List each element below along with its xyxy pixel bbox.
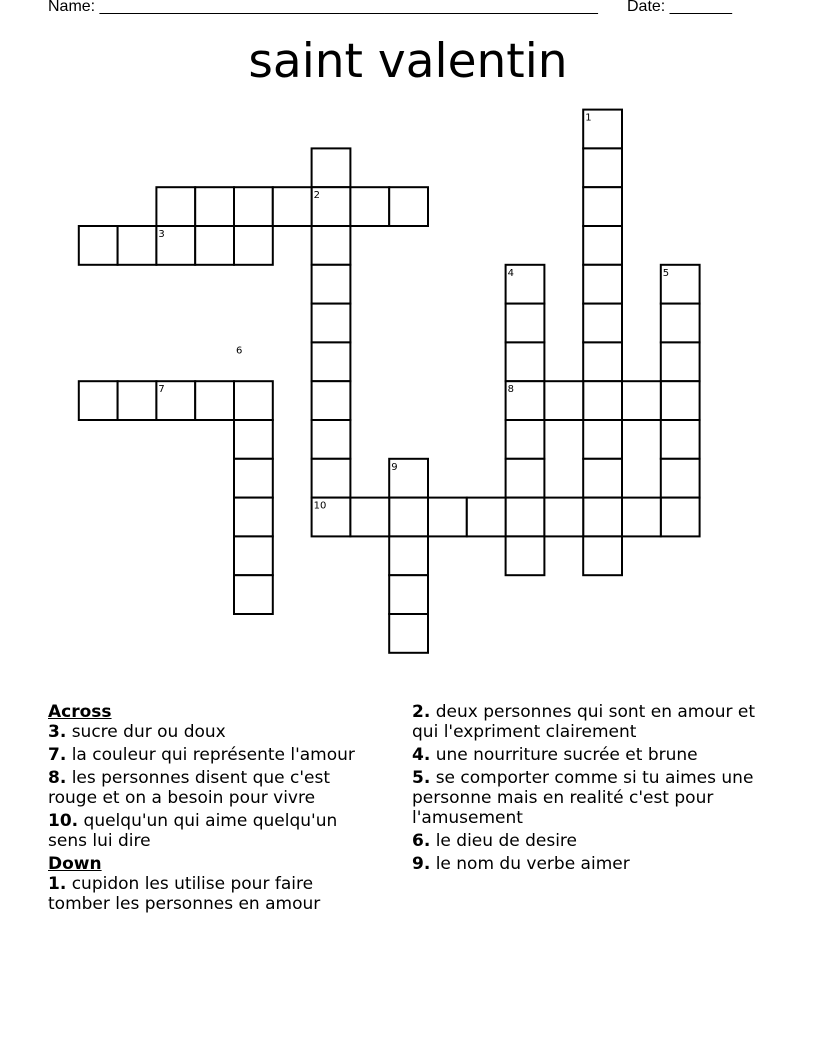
page-title: saint valentin [248,34,568,89]
grid-cell[interactable] [661,459,700,498]
grid-cell[interactable] [583,148,622,187]
grid-cell[interactable] [312,304,351,343]
grid-cell[interactable] [661,381,700,420]
grid-cell[interactable] [234,498,273,537]
grid-cell[interactable] [583,226,622,265]
grid-cell[interactable] [195,187,234,226]
grid-cell[interactable] [156,226,195,265]
grid-cell[interactable] [389,614,428,653]
clue-number: 7 [158,384,165,396]
grid-cell[interactable] [312,226,351,265]
grid-cell[interactable] [389,575,428,614]
grid-cell[interactable] [234,187,273,226]
grid-cell[interactable] [583,342,622,381]
grid-cell[interactable] [583,187,622,226]
grid-cell[interactable] [312,342,351,381]
grid-cell[interactable] [661,265,700,304]
grid-cell[interactable] [661,420,700,459]
name-field[interactable]: Name: ________________________________________________________ [48,0,598,15]
grid-cell[interactable] [661,498,700,537]
grid-cell[interactable] [195,226,234,265]
clues-right-column [412,702,782,877]
clue-number: 1 [585,112,592,124]
grid-cell[interactable] [583,381,622,420]
grid-cell[interactable] [506,498,545,537]
grid-cell[interactable] [583,265,622,304]
grid-cell[interactable] [350,187,389,226]
clues-left-column [48,702,378,917]
grid-cell[interactable] [506,381,545,420]
grid-cell[interactable] [350,498,389,537]
grid-cell[interactable] [312,187,351,226]
clue-number: 2 [313,190,320,202]
grid-cell[interactable] [156,187,195,226]
grid-cell[interactable] [661,342,700,381]
grid-cell[interactable] [583,459,622,498]
grid-cell[interactable] [467,498,506,537]
grid-cell[interactable] [234,536,273,575]
grid-cell[interactable] [428,498,467,537]
grid-cell[interactable] [544,381,583,420]
date-field[interactable]: Date: _______ [627,0,732,15]
grid-cell[interactable] [273,187,312,226]
grid-cell[interactable] [234,226,273,265]
clue-number: 5 [662,267,670,279]
clue-down-4: 4. une nourriture sucrée et brune [412,745,698,765]
clue-number: 4 [507,267,514,279]
grid-cell[interactable] [544,498,583,537]
grid-cell[interactable] [661,304,700,343]
grid-cell[interactable] [583,498,622,537]
clue-across-7: 7. la couleur qui représente l'amour [48,745,355,765]
clue-number: 8 [507,384,514,396]
grid-cell[interactable] [118,226,157,265]
grid-cell[interactable] [312,381,351,420]
grid-cell[interactable] [312,265,351,304]
down-heading: Down [48,854,102,874]
grid-cell[interactable] [79,226,118,265]
grid-cell[interactable] [506,342,545,381]
grid-cell[interactable] [506,304,545,343]
clue-down-2: 2. deux personnes qui sont en amour et qui l'expriment clairement [412,702,756,742]
grid-cell[interactable] [506,459,545,498]
clue-number: 3 [158,229,165,240]
clue-across-8: 8. les personnes disent que c'est rouge et on a besoin pour vivre [48,768,331,808]
grid-cell[interactable] [312,148,351,187]
clue-down-5: 5. se comporter comme si tu aimes une personne mais en realité c'est pour l'amusement [412,768,754,828]
grid-cell[interactable] [583,110,622,149]
grid-cell[interactable] [622,498,661,537]
grid-cell[interactable] [234,381,273,420]
clue-down-6: 6. le dieu de desire [412,831,577,851]
grid-cell[interactable] [156,381,195,420]
grid-cell[interactable] [506,536,545,575]
clue-across-10: 10. quelqu'un qui aime quelqu'un sens lui dire [48,811,338,851]
grid-cell[interactable] [79,381,118,420]
grid-cell[interactable] [312,498,351,537]
grid-cell[interactable] [583,420,622,459]
grid-cell[interactable] [118,381,157,420]
grid-cell[interactable] [622,381,661,420]
grid-cell[interactable] [234,420,273,459]
across-heading: Across [48,702,112,722]
grid-cell[interactable] [195,381,234,420]
grid-cell[interactable] [389,498,428,537]
grid-cell[interactable] [312,420,351,459]
grid-cell[interactable] [234,459,273,498]
clue-down-1: 1. cupidon les utilise pour faire tomber les personnes en amour [48,874,321,914]
grid-cell[interactable] [389,187,428,226]
grid-cell[interactable] [389,536,428,575]
grid-cell[interactable] [389,459,428,498]
grid-cell[interactable] [506,420,545,459]
clue-down-9: 9. le nom du verbe aimer [412,854,630,874]
clue-number: 6 [236,345,243,357]
clue-across-3: 3. sucre dur ou doux [48,722,226,742]
grid-cell[interactable] [312,459,351,498]
grid-cell[interactable] [234,575,273,614]
clue-number: 9 [391,461,398,473]
grid-cell[interactable] [506,265,545,304]
grid-cell[interactable] [583,536,622,575]
grid-cell[interactable] [583,304,622,343]
clue-number: 10 [313,500,327,512]
